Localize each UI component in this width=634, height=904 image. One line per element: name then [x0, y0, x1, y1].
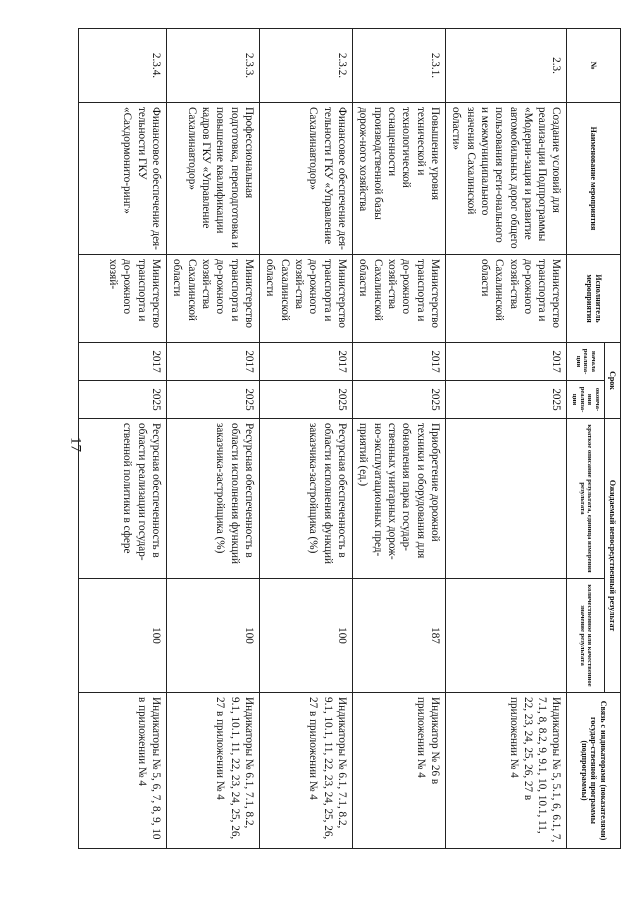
row-end: 2025 [445, 381, 567, 419]
row-result-value: 100 [166, 579, 259, 693]
row-end: 2025 [78, 381, 166, 419]
row-name: Создание условий для реализа-ции Подпрограммы «Модерни-зация и развитие автомобильных дорог общего пользования реги-онального и межмуниципального значения Сахалинской области» [445, 103, 567, 255]
header-result-value: количественное или качественное значение результата [567, 579, 604, 693]
row-result-value: 100 [78, 579, 166, 693]
row-start: 2017 [78, 343, 166, 381]
row-start: 2017 [445, 343, 567, 381]
row-end: 2025 [352, 381, 445, 419]
rotated-document [92, 28, 621, 848]
header-term-end: оконча-ния реализа-ции [567, 381, 604, 419]
row-num: 2.3.3. [166, 29, 259, 103]
header-link: Связь с индикаторами (показателями) государ-ственной программы (подпрограммы) [567, 693, 621, 849]
header-name: Наименование мероприятия [567, 103, 621, 255]
row-executor: Министерство транспорта и до-рожного хозяй- [78, 255, 166, 343]
table-row [78, 29, 166, 849]
table-row [445, 29, 567, 849]
row-num: 2.3. [445, 29, 567, 103]
row-num: 2.3.1. [352, 29, 445, 103]
row-result-desc: Ресурсная обеспеченность в области исполнения функций заказчика-застройщика (%) [259, 419, 352, 579]
row-link: Индикатор № 26 в приложении № 4 [352, 693, 445, 849]
table-row [352, 29, 445, 849]
row-num: 2.3.2. [259, 29, 352, 103]
row-start: 2017 [352, 343, 445, 381]
row-result-desc: Приобретение дорожной техники и оборудования для обновления парка государ-ственных унитарных дорож-но-эксплуатационных пред-приятий (ед.) [352, 419, 445, 579]
row-executor: Министерство транспорта и до-рожного хозяй-ства Сахалинской области [259, 255, 352, 343]
row-executor: Министерство транспорта и до-рожного хозяй-ства Сахалинской области [352, 255, 445, 343]
header-row [604, 29, 620, 849]
page-number: 17 [67, 437, 84, 452]
row-num: 2.3.4. [78, 29, 166, 103]
row-link: Индикаторы № 5, 5.1, 6, 6.1, 7, 7.1, 8, 8.2, 9, 9.1, 10, 10.1, 11, 22, 23, 24, 25, 26, 27 в приложении № 4 [445, 693, 567, 849]
row-name: Профессиональная подготовка, переподготовка и повышение квалификации кадров ГКУ «Управление Сахалинавтодор» [166, 103, 259, 255]
header-term: Срок [604, 343, 620, 419]
row-result-value [445, 579, 567, 693]
row-end: 2025 [259, 381, 352, 419]
row-result-desc [445, 419, 567, 579]
row-start: 2017 [259, 343, 352, 381]
row-link: Индикаторы № 5, 6, 7, 8, 9, 10 в приложении № 4 [78, 693, 166, 849]
row-result-desc: Ресурсная обеспеченность в области реализации государ-ственной политики в сфере [78, 419, 166, 579]
row-link: Индикаторы № 6.1, 7.1, 8.2, 9.1, 10.1, 11, 22, 23, 24, 25, 26, 27 в приложении № 4 [259, 693, 352, 849]
row-start: 2017 [166, 343, 259, 381]
row-link: Индикаторы № 6.1, 7.1, 8.2, 9.1, 10.1, 11, 22, 23, 24, 25, 26, 27 в приложении № 4 [166, 693, 259, 849]
table-row [166, 29, 259, 849]
row-name: Повышение уровня технической и технологической оснащенности производственной базы дорож-ного хозяйства [352, 103, 445, 255]
header-num: № [567, 29, 621, 103]
header-result-desc: краткое описание результата, единица измерения результата [567, 419, 604, 579]
row-result-desc: Ресурсная обеспеченность в области исполнения функций заказчика-застройщика (%) [166, 419, 259, 579]
row-name: Финансовое обеспечение дея-тельности ГКУ «Управление Сахалинавтодор» [259, 103, 352, 255]
header-term-start: начала реализа-ции [567, 343, 604, 381]
row-executor: Министерство транспорта и до-рожного хозяй-ства Сахалинской области [445, 255, 567, 343]
header-result: Ожидаемый непосредственный результат [604, 419, 620, 693]
table-row [259, 29, 352, 849]
measures-table [78, 28, 621, 849]
header-executor: Исполнитель мероприятия [567, 255, 621, 343]
row-executor: Министерство транспорта и до-рожного хозяй-ства Сахалинской области [166, 255, 259, 343]
row-result-value: 100 [259, 579, 352, 693]
row-name: Финансовое обеспечение дея-тельности ГКУ «Сахдормонито-ринг» [78, 103, 166, 255]
row-result-value: 187 [352, 579, 445, 693]
row-end: 2025 [166, 381, 259, 419]
